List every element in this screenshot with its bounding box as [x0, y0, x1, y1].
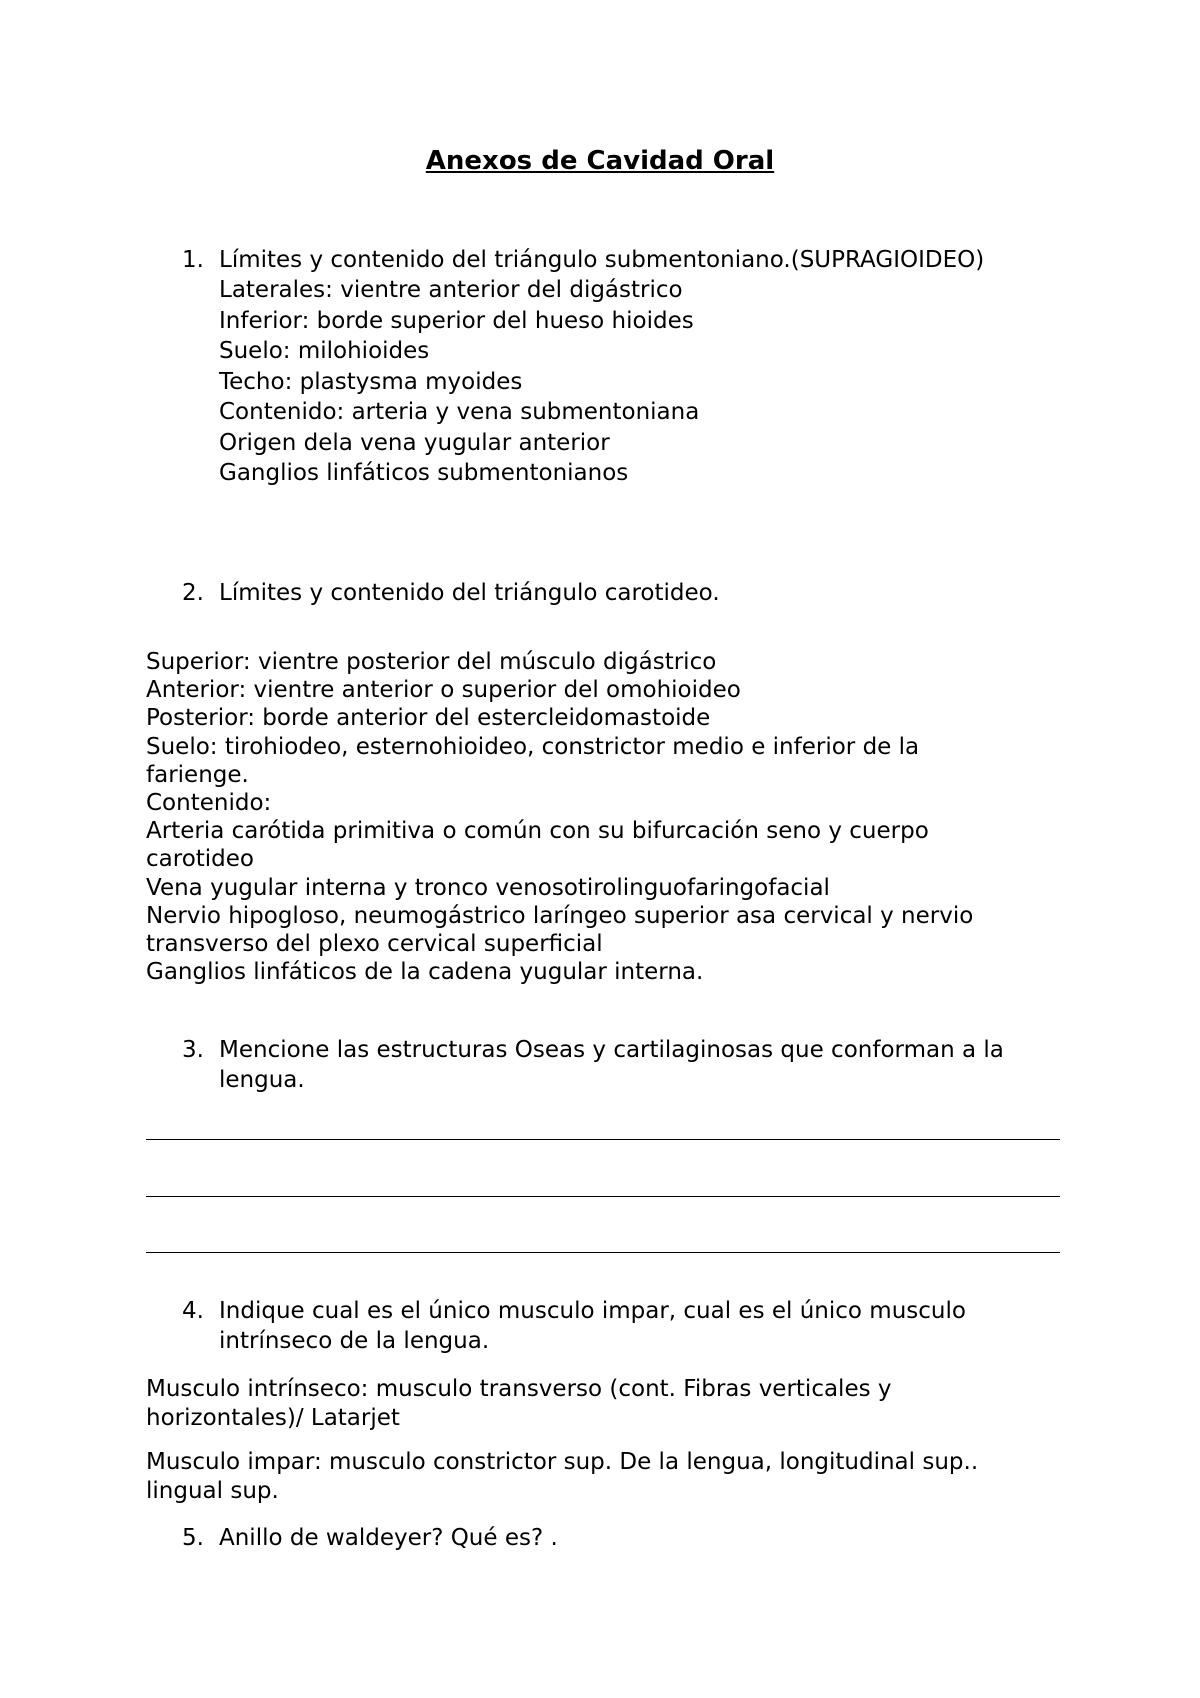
answer-line: Techo: plastysma myoides: [219, 368, 523, 395]
answer-line: Contenido: arteria y vena submentoniana: [219, 399, 700, 425]
answer-blank-line: [146, 1139, 1060, 1140]
answer-line: Suelo: tirohiodeo, esternohioideo, constrictor medio e inferior de la: [146, 733, 920, 760]
answer-line: Contenido:: [146, 790, 272, 817]
question-number: 4.: [182, 1298, 204, 1324]
answer-line: Origen dela vena yugular anterior: [219, 429, 610, 456]
question-number: 3.: [182, 1037, 204, 1063]
answer-line: Nervio hipogloso, neumogástrico laríngeo superior asa cervical y nervio: [146, 902, 974, 929]
answer-line: Ganglios linfáticos de la cadena yugular interna.: [146, 959, 704, 986]
page-title: Anexos de Cavidad Oral: [425, 146, 775, 176]
answer-line: Ganglios linfáticos submentonianos: [219, 460, 629, 486]
answer-line: Laterales: vientre anterior del digástrico: [219, 277, 683, 303]
question-text: Límites y contenido del triángulo submentoniano.(SUPRAGIOIDEO): [219, 247, 985, 273]
question-4-answer-intrinsic: Musculo intrínseco: musculo transverso (cont. Fibras verticales y horizontales)/ Latarjet: [146, 1376, 892, 1431]
question-text: Límites y contenido del triángulo carotideo.: [219, 580, 720, 606]
answer-line: Vena yugular interna y tronco venosotirolinguofaringofacial: [146, 874, 830, 901]
question-text: Mencione las estructuras Oseas y cartilaginosas que conforman a la lengua.: [219, 1037, 1004, 1093]
question-2-answer: [146, 648, 1056, 986]
answer-line: carotideo: [146, 846, 254, 873]
question-number: 5.: [182, 1525, 204, 1551]
question-number: 2.: [182, 580, 204, 606]
answer-line: Anterior: vientre anterior o superior del omohioideo: [146, 677, 741, 704]
answer-line: farienge.: [146, 761, 249, 788]
answer-line: Suelo: milohioides: [219, 338, 430, 364]
question-1-answer: [219, 275, 699, 489]
answer-line: Inferior: borde superior del hueso hioides: [219, 307, 694, 334]
answer-blank-line: [146, 1196, 1060, 1197]
question-4-answer-impar: Musculo impar: musculo constrictor sup. De la lengua, longitudinal sup.. lingual sup.: [146, 1449, 979, 1504]
question-text: Indique cual es el único musculo impar, cual es el único musculo intrínseco de la lengua.: [219, 1298, 966, 1354]
answer-line: transverso del plexo cervical superficial: [146, 931, 603, 958]
answer-line: Arteria carótida primitiva o común con su bifurcación seno y cuerpo: [146, 818, 929, 845]
question-number: 1.: [182, 247, 204, 273]
answer-line: Superior: vientre posterior del músculo digástrico: [146, 649, 717, 675]
question-text: Anillo de waldeyer? Qué es? .: [219, 1525, 558, 1551]
answer-line: Posterior: borde anterior del estercleidomastoide: [146, 705, 711, 732]
answer-blank-line: [146, 1252, 1060, 1253]
